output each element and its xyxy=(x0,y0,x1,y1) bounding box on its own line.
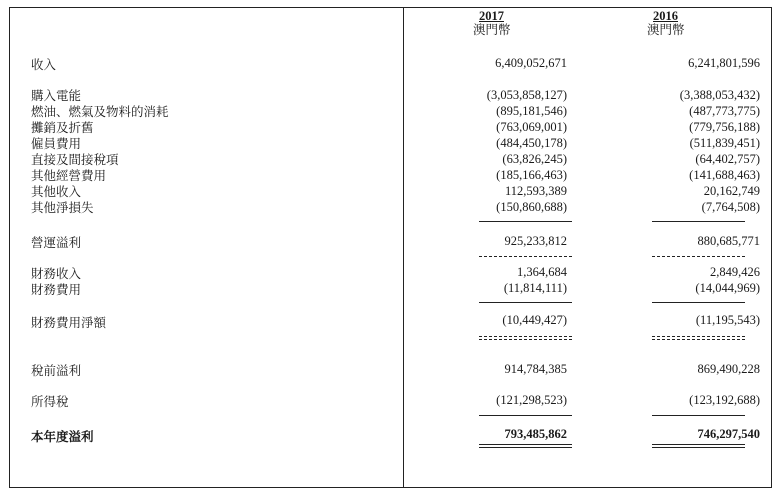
row-value-2017-profit-for-year: 793,485,862 xyxy=(504,427,567,441)
double-dash-2016-finance xyxy=(652,336,745,340)
row-value-2017-operating-profit: 925,233,812 xyxy=(504,234,567,248)
row-label-operating-profit: 營運溢利 xyxy=(31,236,82,250)
dash-2016-operating xyxy=(652,256,745,257)
row-value-2017-fuel-consumption: (895,181,546) xyxy=(496,104,567,118)
row-label-staff-costs: 僱員費用 xyxy=(31,137,82,151)
currency-2016-header: 澳門幣 xyxy=(647,23,685,37)
double-dash-2017-finance xyxy=(479,336,572,340)
row-label-profit-for-year: 本年度溢利 xyxy=(31,430,94,444)
row-value-2016-other-income: 20,162,749 xyxy=(703,184,760,198)
rule-2016-finance xyxy=(652,302,745,303)
row-label-other-operating-expenses: 其他經營費用 xyxy=(31,169,107,183)
double-rule-2016-total xyxy=(652,444,745,448)
row-value-2017-finance-income: 1,364,684 xyxy=(517,265,567,279)
dash-2017-operating xyxy=(479,256,572,257)
currency-2017-header: 澳門幣 xyxy=(473,23,511,37)
row-label-profit-before-tax: 稅前溢利 xyxy=(31,364,82,378)
row-value-2016-finance-costs: (14,044,969) xyxy=(695,281,760,295)
column-divider xyxy=(403,7,404,488)
row-label-finance-costs: 財務費用 xyxy=(31,283,82,297)
row-value-2017-finance-costs: (11,814,111) xyxy=(503,281,567,295)
rule-2016-operating xyxy=(652,221,745,222)
row-label-revenue: 收入 xyxy=(31,58,57,72)
row-value-2016-profit-before-tax: 869,490,228 xyxy=(697,362,760,376)
row-label-other-income: 其他收入 xyxy=(31,185,82,199)
row-label-finance-income: 財務收入 xyxy=(31,267,82,281)
row-value-2016-finance-income: 2,849,426 xyxy=(710,265,760,279)
row-value-2016-fuel-consumption: (487,773,775) xyxy=(689,104,760,118)
rule-2017-operating xyxy=(479,221,572,222)
row-label-fuel-consumption: 燃油、燃氣及物料的消耗 xyxy=(31,105,169,119)
row-value-2016-net-finance-costs: (11,195,543) xyxy=(695,313,760,327)
row-value-2017-income-tax: (121,298,523) xyxy=(496,393,567,407)
row-label-purchased-electricity: 購入電能 xyxy=(31,89,82,103)
year-2016-header: 2016 xyxy=(653,9,678,23)
row-value-2017-purchased-electricity: (3,053,858,127) xyxy=(486,88,567,102)
row-value-2017-profit-before-tax: 914,784,385 xyxy=(504,362,567,376)
row-value-2017-taxes: (63,826,245) xyxy=(502,152,567,166)
row-value-2016-taxes: (64,402,757) xyxy=(695,152,760,166)
row-value-2017-net-finance-costs: (10,449,427) xyxy=(502,313,567,327)
row-value-2017-other-income: 112,593,389 xyxy=(504,184,567,198)
rule-2017-finance xyxy=(479,302,572,303)
row-value-2016-staff-costs: (511,839,451) xyxy=(689,136,760,150)
row-label-income-tax: 所得稅 xyxy=(31,395,69,409)
double-rule-2017-total xyxy=(479,444,572,448)
row-value-2016-income-tax: (123,192,688) xyxy=(689,393,760,407)
row-value-2016-profit-for-year: 746,297,540 xyxy=(697,427,760,441)
row-label-taxes: 直接及間接稅項 xyxy=(31,153,119,167)
row-value-2017-revenue: 6,409,052,671 xyxy=(495,56,567,70)
row-value-2016-depreciation: (779,756,188) xyxy=(689,120,760,134)
row-value-2017-staff-costs: (484,450,178) xyxy=(496,136,567,150)
row-value-2016-other-net-losses: (7,764,508) xyxy=(701,200,760,214)
row-value-2016-revenue: 6,241,801,596 xyxy=(688,56,760,70)
row-value-2017-other-net-losses: (150,860,688) xyxy=(496,200,567,214)
year-2017-header: 2017 xyxy=(479,9,504,23)
row-label-net-finance-costs: 財務費用淨額 xyxy=(31,316,107,330)
row-value-2017-other-operating-expenses: (185,166,463) xyxy=(496,168,567,182)
row-value-2016-operating-profit: 880,685,771 xyxy=(697,234,760,248)
row-value-2016-purchased-electricity: (3,388,053,432) xyxy=(679,88,760,102)
row-label-other-net-losses: 其他淨損失 xyxy=(31,201,94,215)
rule-2016-tax xyxy=(652,415,745,416)
row-label-depreciation: 攤銷及折舊 xyxy=(31,121,94,135)
row-value-2016-other-operating-expenses: (141,688,463) xyxy=(689,168,760,182)
row-value-2017-depreciation: (763,069,001) xyxy=(496,120,567,134)
rule-2017-tax xyxy=(479,415,572,416)
